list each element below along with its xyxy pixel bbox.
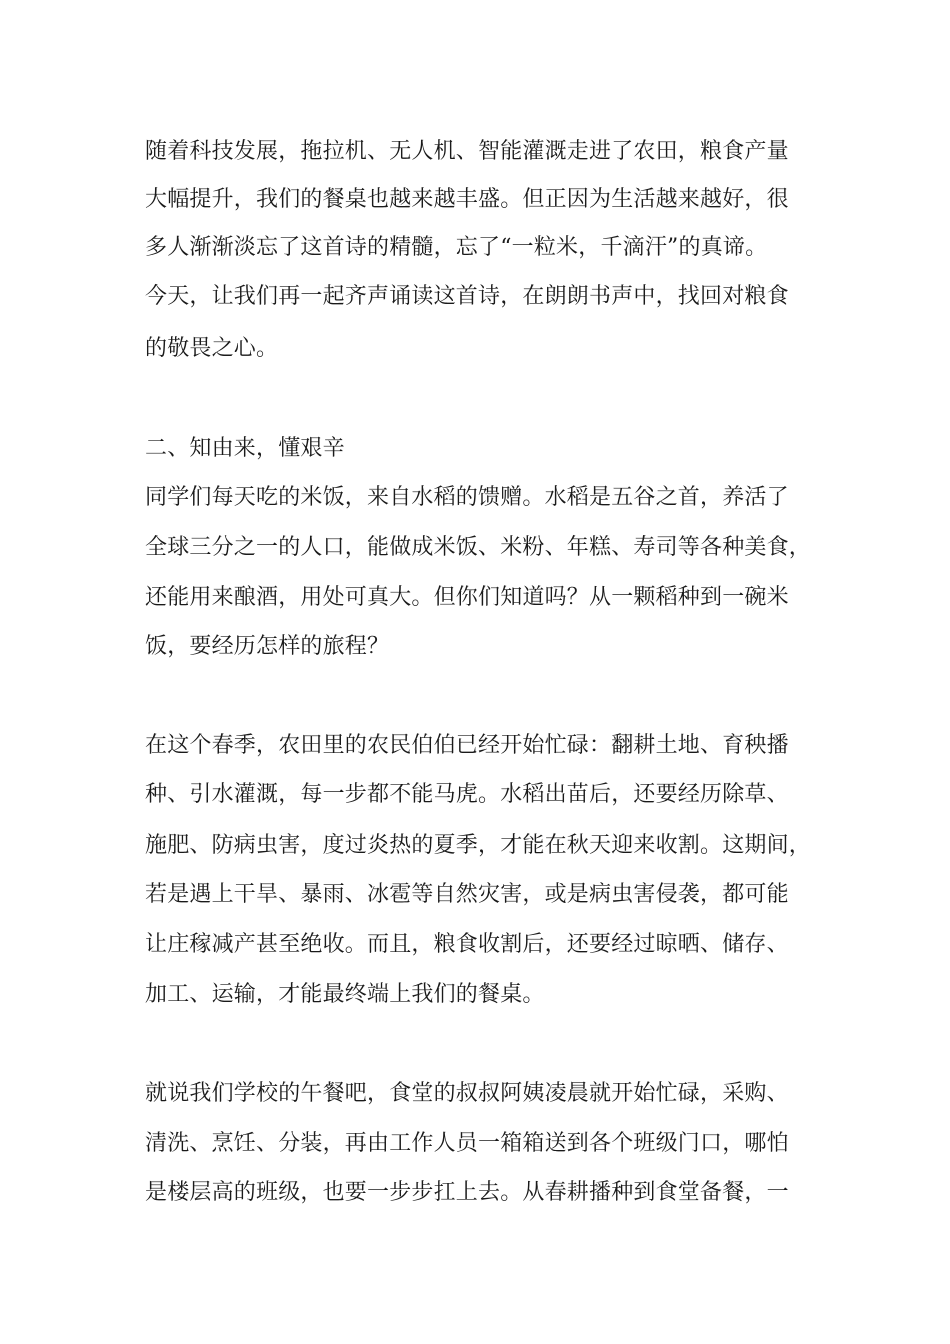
paragraph-2-line-3: 还能用来酿酒，用处可真大。但你们知道吗？从一颗稻种到一碗米 — [145, 585, 789, 610]
paragraph-3-line-3: 施肥、防病虫害，度过炎热的夏季，才能在秋天迎来收割。这期间， — [145, 833, 812, 858]
paragraph-3-line-4: 若是遇上干旱、暴雨、冰雹等自然灾害，或是病虫害侵袭，都可能 — [145, 882, 789, 907]
paragraph-4-line-2: 清洗、烹饪、分装，再由工作人员一箱箱送到各个班级门口，哪怕 — [145, 1131, 789, 1156]
paragraph-1-line-4: 今天，让我们再一起齐声诵读这首诗，在朗朗书声中，找回对粮食 — [145, 284, 789, 309]
paragraph-2-line-1: 同学们每天吃的米饭，来自水稻的馈赠。水稻是五谷之首，养活了 — [145, 485, 789, 510]
paragraph-1-line-3: 多人渐渐淡忘了这首诗的精髓，忘了“一粒米，千滴汗”的真谛。 — [145, 235, 768, 260]
paragraph-3-line-6: 加工、运输，才能最终端上我们的餐桌。 — [145, 982, 545, 1007]
paragraph-1-line-5: 的敬畏之心。 — [145, 336, 279, 361]
paragraph-4-line-1: 就说我们学校的午餐吧，食堂的叔叔阿姨凌晨就开始忙碌，采购、 — [145, 1081, 789, 1106]
paragraph-2-line-2: 全球三分之一的人口，能做成米饭、米粉、年糕、寿司等各种美食， — [145, 535, 812, 560]
paragraph-3-line-5: 让庄稼减产甚至绝收。而且，粮食收割后，还要经过晾晒、储存、 — [145, 932, 789, 957]
paragraph-2-line-4: 饭，要经历怎样的旅程？ — [145, 634, 390, 659]
paragraph-1-line-2: 大幅提升，我们的餐桌也越来越丰盛。但正因为生活越来越好，很 — [145, 187, 789, 212]
section-heading: 二、知由来，懂艰辛 — [145, 436, 345, 461]
paragraph-3-line-1: 在这个春季，农田里的农民伯伯已经开始忙碌：翻耕土地、育秧播 — [145, 733, 789, 758]
paragraph-4-line-3: 是楼层高的班级，也要一步步扛上去。从春耕播种到食堂备餐，一 — [145, 1180, 789, 1205]
paragraph-3-line-2: 种、引水灌溉，每一步都不能马虎。水稻出苗后，还要经历除草、 — [145, 782, 789, 807]
paragraph-1-line-1: 随着科技发展，拖拉机、无人机、智能灌溉走进了农田，粮食产量 — [145, 139, 789, 164]
